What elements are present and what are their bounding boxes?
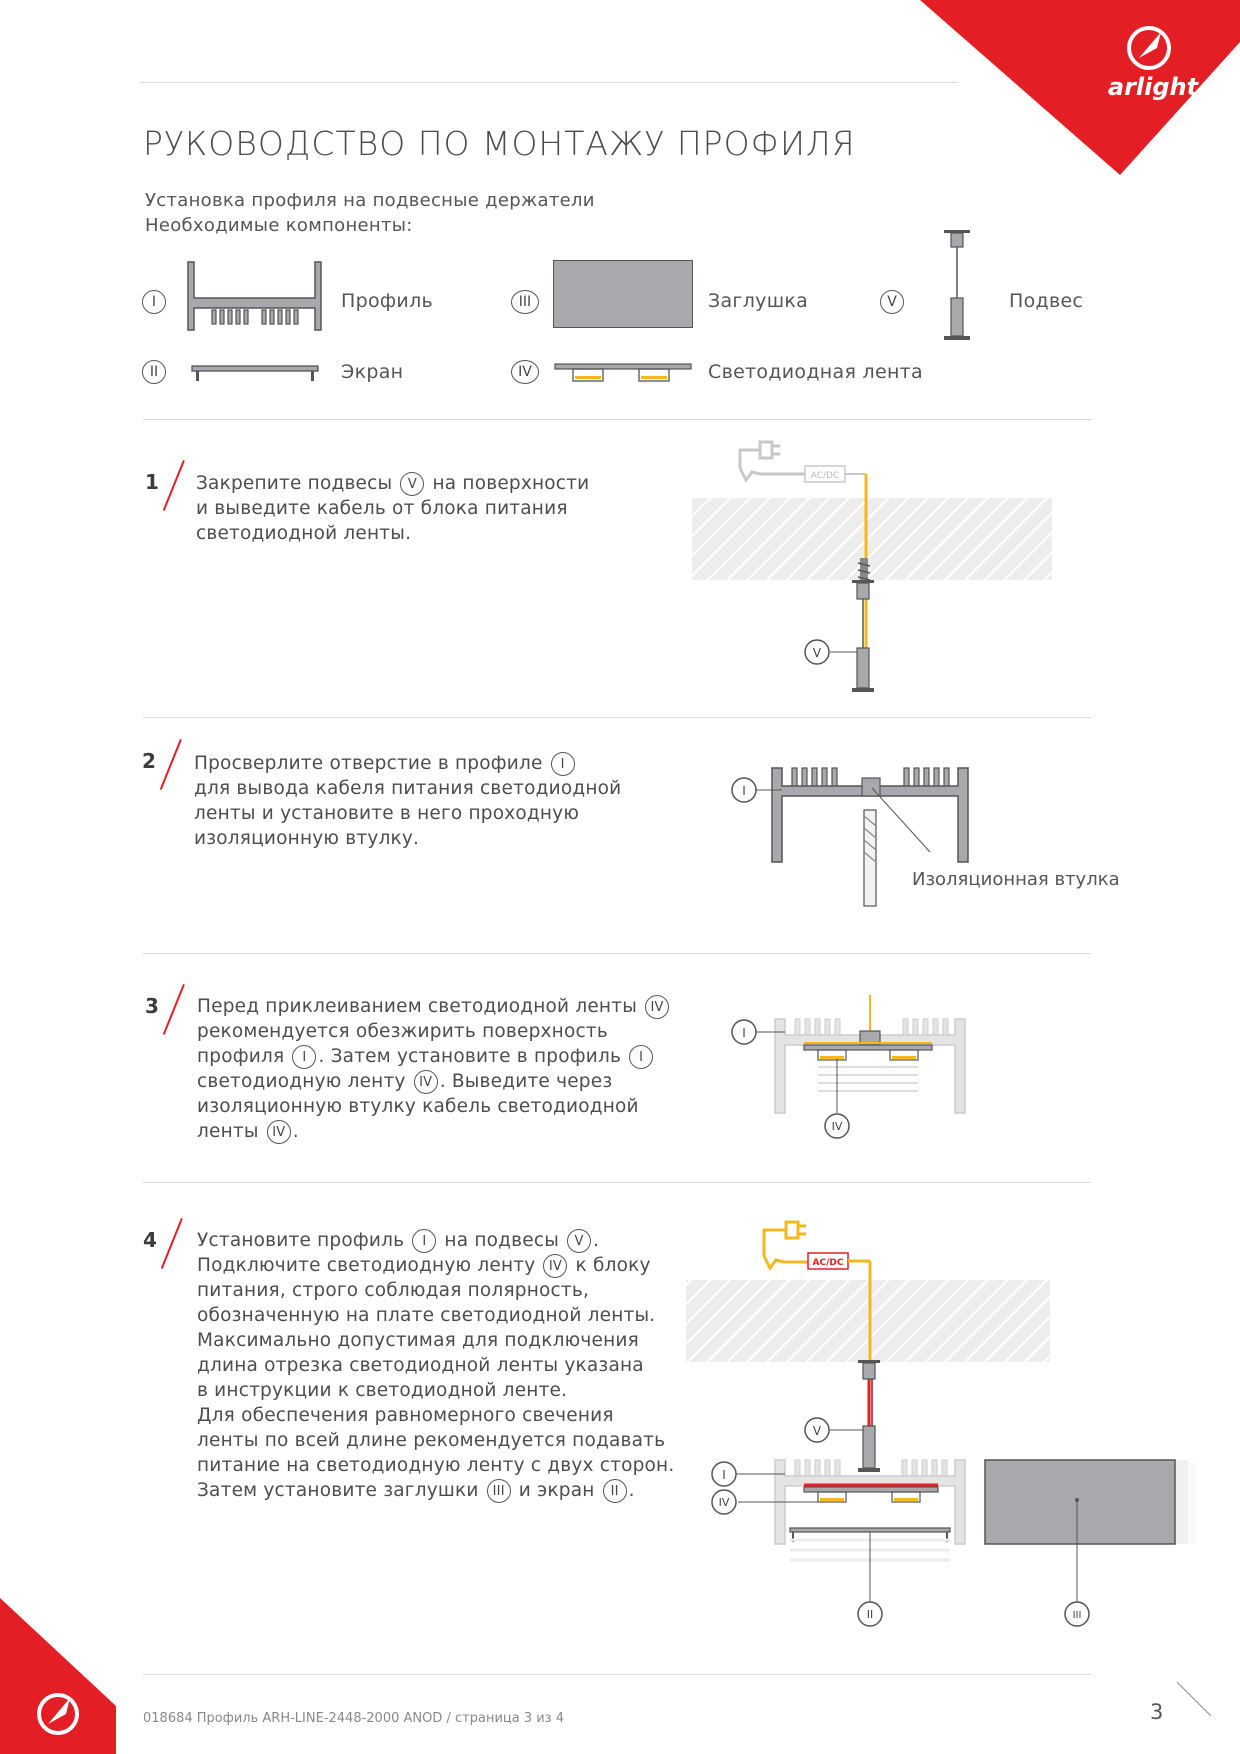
step-4-mark-v: V <box>812 1424 822 1438</box>
step-1-mark-v: V <box>812 646 822 660</box>
text-segment: Установите профиль <box>197 1230 411 1251</box>
step-text-line <box>197 1253 674 1278</box>
step-text-line <box>197 1403 674 1428</box>
text-segment: для вывода кабеля питания светодиодной <box>194 778 622 799</box>
text-segment: ленты и установите в него проходную <box>194 803 580 824</box>
page-number: 3 <box>1150 1700 1164 1724</box>
step-text-line <box>194 801 621 826</box>
top-divider <box>140 82 958 83</box>
text-segment: и экран <box>512 1480 601 1501</box>
step-3-slash <box>163 984 185 1035</box>
text-segment: изоляционную втулку. <box>194 828 420 849</box>
step-3-number: 3 <box>145 994 159 1018</box>
component-label-screen: Экран <box>341 361 404 383</box>
divider-step-3 <box>143 1182 1091 1183</box>
component-label-suspension: Подвес <box>1009 290 1084 312</box>
footer-divider <box>143 1674 1091 1675</box>
step-4-mark-ii: II <box>866 1608 874 1621</box>
component-ref-marker: I <box>292 1045 316 1069</box>
endcap-shape <box>985 1460 1175 1544</box>
text-segment: питание на светодиодную ленту с двух сторон. <box>197 1455 675 1476</box>
text-segment: в инструкции к светодиодной ленте. <box>197 1380 568 1401</box>
text-segment: светодиодной ленты. <box>196 523 412 544</box>
suspension-icon <box>940 230 974 342</box>
step-text-line <box>197 994 671 1019</box>
text-segment: на подвесы <box>438 1230 566 1251</box>
step-2-mark-i: I <box>742 784 746 798</box>
step-text-line <box>196 521 589 546</box>
text-segment: . <box>628 1480 635 1501</box>
bottom-brand-corner <box>0 1598 120 1754</box>
page-corner-line <box>1175 1680 1215 1720</box>
text-segment: . <box>593 1230 600 1251</box>
step-1-diagram <box>680 428 1060 700</box>
step-text-line <box>197 1019 671 1044</box>
text-segment: . Затем установите в профиль <box>318 1046 628 1067</box>
acdc-label: AC/DC <box>812 1258 844 1268</box>
step-text-line <box>194 776 621 801</box>
step-3-mark-iv: IV <box>831 1120 843 1133</box>
step-4-mark-iii: III <box>1072 1610 1082 1621</box>
text-segment: изоляционную втулку кабель светодиодной <box>197 1096 639 1117</box>
subtitle: Установка профиля на подвесные держатели <box>145 190 595 211</box>
page-title: РУКОВОДСТВО ПО МОНТАЖУ ПРОФИЛЯ <box>143 124 856 163</box>
step-text-line <box>197 1328 674 1353</box>
divider-components <box>143 419 1091 420</box>
step-4-diagram <box>680 1210 1220 1630</box>
divider-step-2 <box>143 953 1091 954</box>
text-segment: ленты по всей длине рекомендуется подавать <box>197 1430 666 1451</box>
step-2-number: 2 <box>142 749 156 773</box>
component-ref-marker: II <box>603 1479 627 1503</box>
step-4-number: 4 <box>143 1228 157 1252</box>
ceiling <box>692 498 1052 580</box>
component-ref-marker: III <box>487 1479 511 1503</box>
plug-icon <box>764 1222 808 1268</box>
step-text-line <box>197 1069 671 1094</box>
text-segment: Закрепите подвесы <box>196 473 399 494</box>
text-segment: и выведите кабель от блока питания <box>196 498 568 519</box>
component-label-endcap: Заглушка <box>708 290 809 312</box>
step-3-mark-i: I <box>742 1026 746 1040</box>
screen-icon <box>190 362 320 384</box>
acdc-label: AC/DC <box>810 471 840 481</box>
plug-icon <box>740 442 805 480</box>
component-ref-marker: IV <box>414 1070 438 1094</box>
step-4-mark-i: I <box>722 1468 726 1482</box>
component-label-led-strip: Светодиодная лента <box>708 361 923 383</box>
component-ref-marker: IV <box>267 1120 291 1144</box>
text-segment: обозначенную на плате светодиодной ленты. <box>197 1305 656 1326</box>
step-4-mark-iv: IV <box>718 1496 730 1509</box>
step-text-line <box>197 1478 674 1503</box>
text-segment: светодиодную ленту <box>197 1071 412 1092</box>
step-2-diagram <box>700 758 1120 918</box>
brand-corner <box>920 0 1240 180</box>
text-segment: Для обеспечения равномерного свечения <box>197 1405 614 1426</box>
step-2-text <box>194 751 621 851</box>
step-2-slash <box>160 739 182 790</box>
step-3-text <box>197 994 671 1144</box>
component-ref-marker: V <box>567 1229 591 1253</box>
step-text-line <box>197 1428 674 1453</box>
text-segment: Подключите светодиодную ленту <box>197 1255 542 1276</box>
step-text-line <box>197 1094 671 1119</box>
components-heading: Необходимые компоненты: <box>145 215 413 236</box>
component-marker-ii: II <box>142 360 166 384</box>
component-ref-marker: I <box>629 1045 653 1069</box>
text-segment: . <box>292 1121 299 1142</box>
profile-icon <box>182 260 327 332</box>
divider-step-1 <box>143 717 1091 718</box>
text-segment: . Выведите через <box>439 1071 613 1092</box>
step-text-line <box>197 1119 671 1144</box>
component-label-profile: Профиль <box>341 290 434 312</box>
step-text-line <box>197 1453 674 1478</box>
step-text-line <box>194 751 621 776</box>
step-text-line <box>196 471 589 496</box>
text-segment: Затем установите заглушки <box>197 1480 485 1501</box>
step-text-line <box>197 1378 674 1403</box>
step-1-slash <box>163 460 185 511</box>
text-segment: к блоку <box>569 1255 651 1276</box>
text-segment: Перед приклеиванием светодиодной ленты <box>197 996 644 1017</box>
step-text-line <box>197 1228 674 1253</box>
ceiling <box>686 1280 1050 1362</box>
text-segment: профиля <box>197 1046 291 1067</box>
step-text-line <box>197 1278 674 1303</box>
step-text-line <box>197 1353 674 1378</box>
text-segment: Максимально допустимая для подключения <box>197 1330 639 1351</box>
text-segment: рекомендуется обезжирить поверхность <box>197 1021 608 1042</box>
led-strip-icon <box>553 362 693 384</box>
component-ref-marker: I <box>551 752 575 776</box>
component-marker-iii: III <box>511 290 539 314</box>
component-marker-iv: IV <box>511 360 539 384</box>
text-segment: длина отрезка светодиодной ленты указана <box>197 1355 644 1376</box>
drill-bit-icon <box>864 810 876 906</box>
text-segment: Просверлите отверстие в профиле <box>194 753 549 774</box>
text-segment: питания, строго соблюдая полярность, <box>197 1280 590 1301</box>
text-segment: на поверхности <box>426 473 590 494</box>
component-ref-marker: I <box>412 1229 436 1253</box>
step-3-diagram <box>700 995 1000 1145</box>
endcap-icon <box>553 260 693 328</box>
component-ref-marker: V <box>400 472 424 496</box>
component-ref-marker: IV <box>543 1254 567 1278</box>
step-text-line <box>196 496 589 521</box>
step-text-line <box>197 1044 671 1069</box>
footer-text: 018684 Профиль ARH-LINE-2448-2000 ANOD / страница 3 из 4 <box>143 1711 565 1726</box>
step-4-slash <box>161 1218 183 1269</box>
step-1-number: 1 <box>145 470 159 494</box>
step-text-line <box>197 1303 674 1328</box>
step-text-line <box>194 826 621 851</box>
step-1-text <box>196 471 589 546</box>
text-segment: ленты <box>197 1121 265 1142</box>
component-marker-v: V <box>880 290 904 314</box>
bushing-label: Изоляционная втулка <box>912 869 1120 890</box>
logo-text: arlight <box>1107 73 1199 101</box>
step-4-text <box>197 1228 674 1503</box>
component-ref-marker: IV <box>645 995 669 1019</box>
component-marker-i: I <box>142 290 166 314</box>
